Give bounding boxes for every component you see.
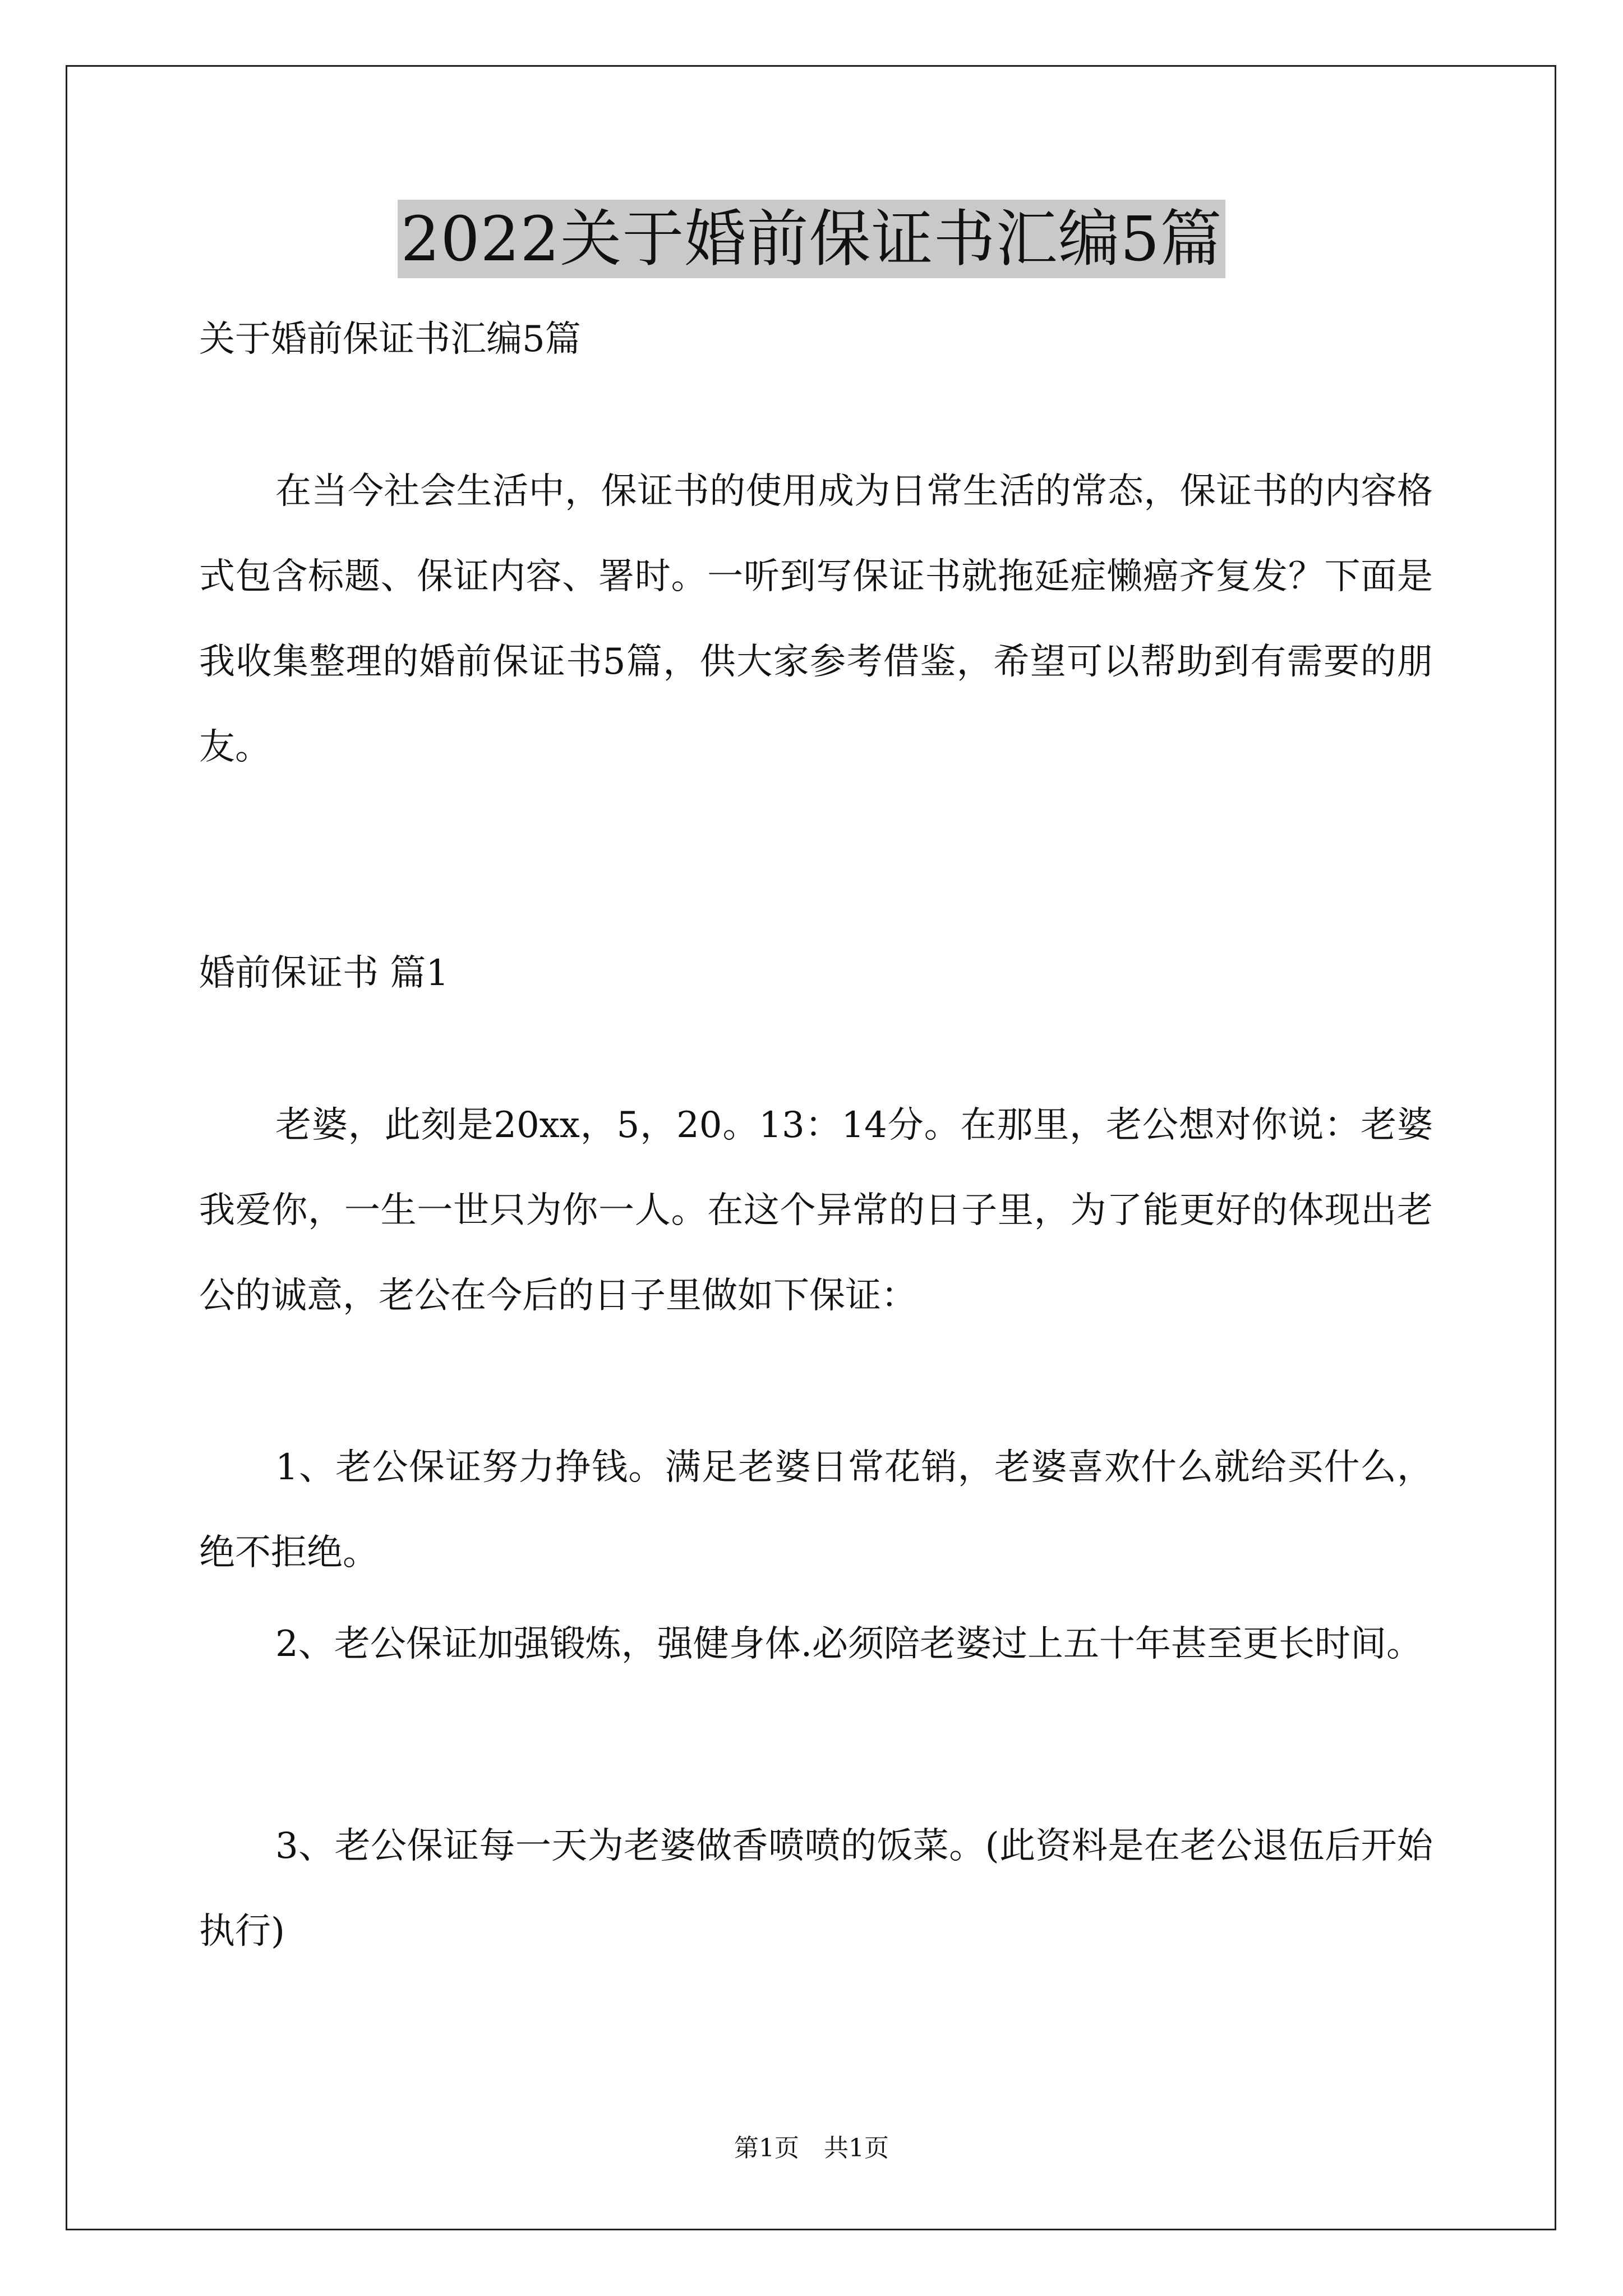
paragraph-2: 1、老公保证努力挣钱。满足老婆日常花销，老婆喜欢什么就给买什么，绝不拒绝。 bbox=[199, 1447, 1433, 1573]
title-container bbox=[0, 200, 1623, 278]
intro-paragraph: 在当今社会生活中，保证书的使用成为日常生活的常态，保证书的内容格式包含标题、保证内容、署时。一听到写保证书就拖延症懒癌齐复发？下面是我收集整理的婚前保证书5篇，供大家参考借鉴，希望可以帮助到有需要的朋友。 bbox=[199, 471, 1433, 768]
page-footer: 第1页 共1页 bbox=[734, 2134, 889, 2162]
document-title: 2022关于婚前保证书汇编5篇 bbox=[398, 200, 1226, 278]
document-subtitle: 关于婚前保证书汇编5篇 bbox=[199, 319, 581, 360]
paragraph-1: 老婆，此刻是20xx，5，20。13：14分。在那里，老公想对你说：老婆我爱你，一生一世只为你一人。在这个异常的日子里，为了能更好的体现出老公的诚意，老公在今后的日子里做如下保证： bbox=[199, 1105, 1433, 1317]
section-heading: 婚前保证书 篇1 bbox=[199, 953, 449, 994]
paragraph-4: 3、老公保证每一天为老婆做香喷喷的饭菜。(此资料是在老公退伍后开始执行) bbox=[199, 1825, 1433, 1952]
paragraph-3: 2、老公保证加强锻炼，强健身体.必须陪老婆过上五十年甚至更长时间。 bbox=[275, 1623, 1423, 1665]
